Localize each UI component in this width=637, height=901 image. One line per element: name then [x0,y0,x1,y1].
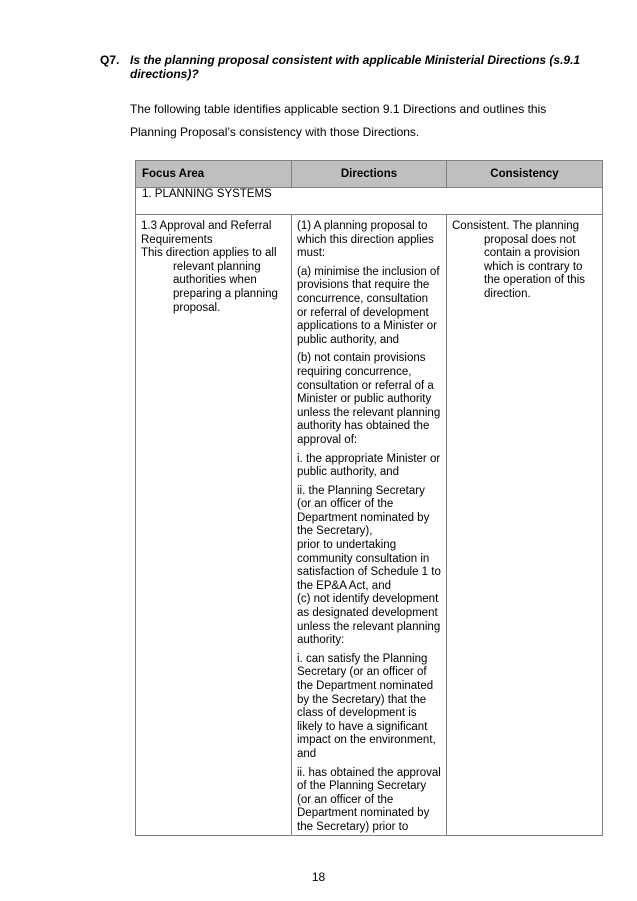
consistency-text: Consistent. The planning proposal does not contain a provision which is contrary to the operation of this direction. [452,220,586,300]
direction-paragraph: prior to undertaking community consultation in satisfaction of Schedule 1 to the EP&A Act, and [297,539,441,592]
table-header-row [136,161,603,188]
intro-paragraph [130,98,600,144]
header-directions: Directions [292,161,447,188]
ministerial-directions-table [135,160,603,836]
direction-paragraph: (c) not identify development as designated development unless the relevant planning authority: [297,593,441,647]
question-text: Is the planning proposal consistent with applicable Ministerial Directions (s.9.1 directions)? [130,53,581,81]
header-focus-area: Focus Area [136,161,292,188]
direction-paragraph: (a) minimise the inclusion of provisions that require the concurrence, consultation or referral of development applications to a Minister or public authority, and [297,265,440,346]
focus-area-title: 1.3 Approval and Referral Requirements [141,220,272,246]
direction-paragraph: (b) not contain provisions requiring concurrence, consultation or referral of a Minister or public authority unless the relevant planning authority has obtained the approval of: [297,352,441,446]
direction-paragraph: i. the appropriate Minister or public authority, and [297,452,441,479]
direction-paragraph: ii. has obtained the approval of the Planning Secretary (or an officer of the Department nominated by the Secretary) prior to [297,766,441,833]
direction-paragraph: i. can satisfy the Planning Secretary (or an officer of the Department nominated by the Secretary) that the class of development is likely to have a significant impact on the environment, and [297,652,436,760]
question-number: Q7. [100,53,120,67]
intro-line-1: The following table identifies applicable section 9.1 Directions and outlines this [130,102,547,116]
focus-area-description: This direction applies to all relevant planning authorities when preparing a planning proposal. [141,247,278,314]
consistency-cell [447,215,603,836]
directions-cell [292,215,447,836]
table-row [136,215,603,836]
direction-paragraph: (1) A planning proposal to which this direction applies must: [297,220,434,260]
direction-paragraph: ii. the Planning Secretary (or an officer of the Department nominated by the Secretary), [297,484,430,538]
page-number: 18 [311,870,326,884]
section-row [136,188,603,215]
focus-area-cell [136,215,292,836]
header-consistency: Consistency [447,161,603,188]
intro-line-2: Planning Proposal’s consistency with those Directions. [130,125,420,139]
section-title: 1. PLANNING SYSTEMS [136,188,603,215]
